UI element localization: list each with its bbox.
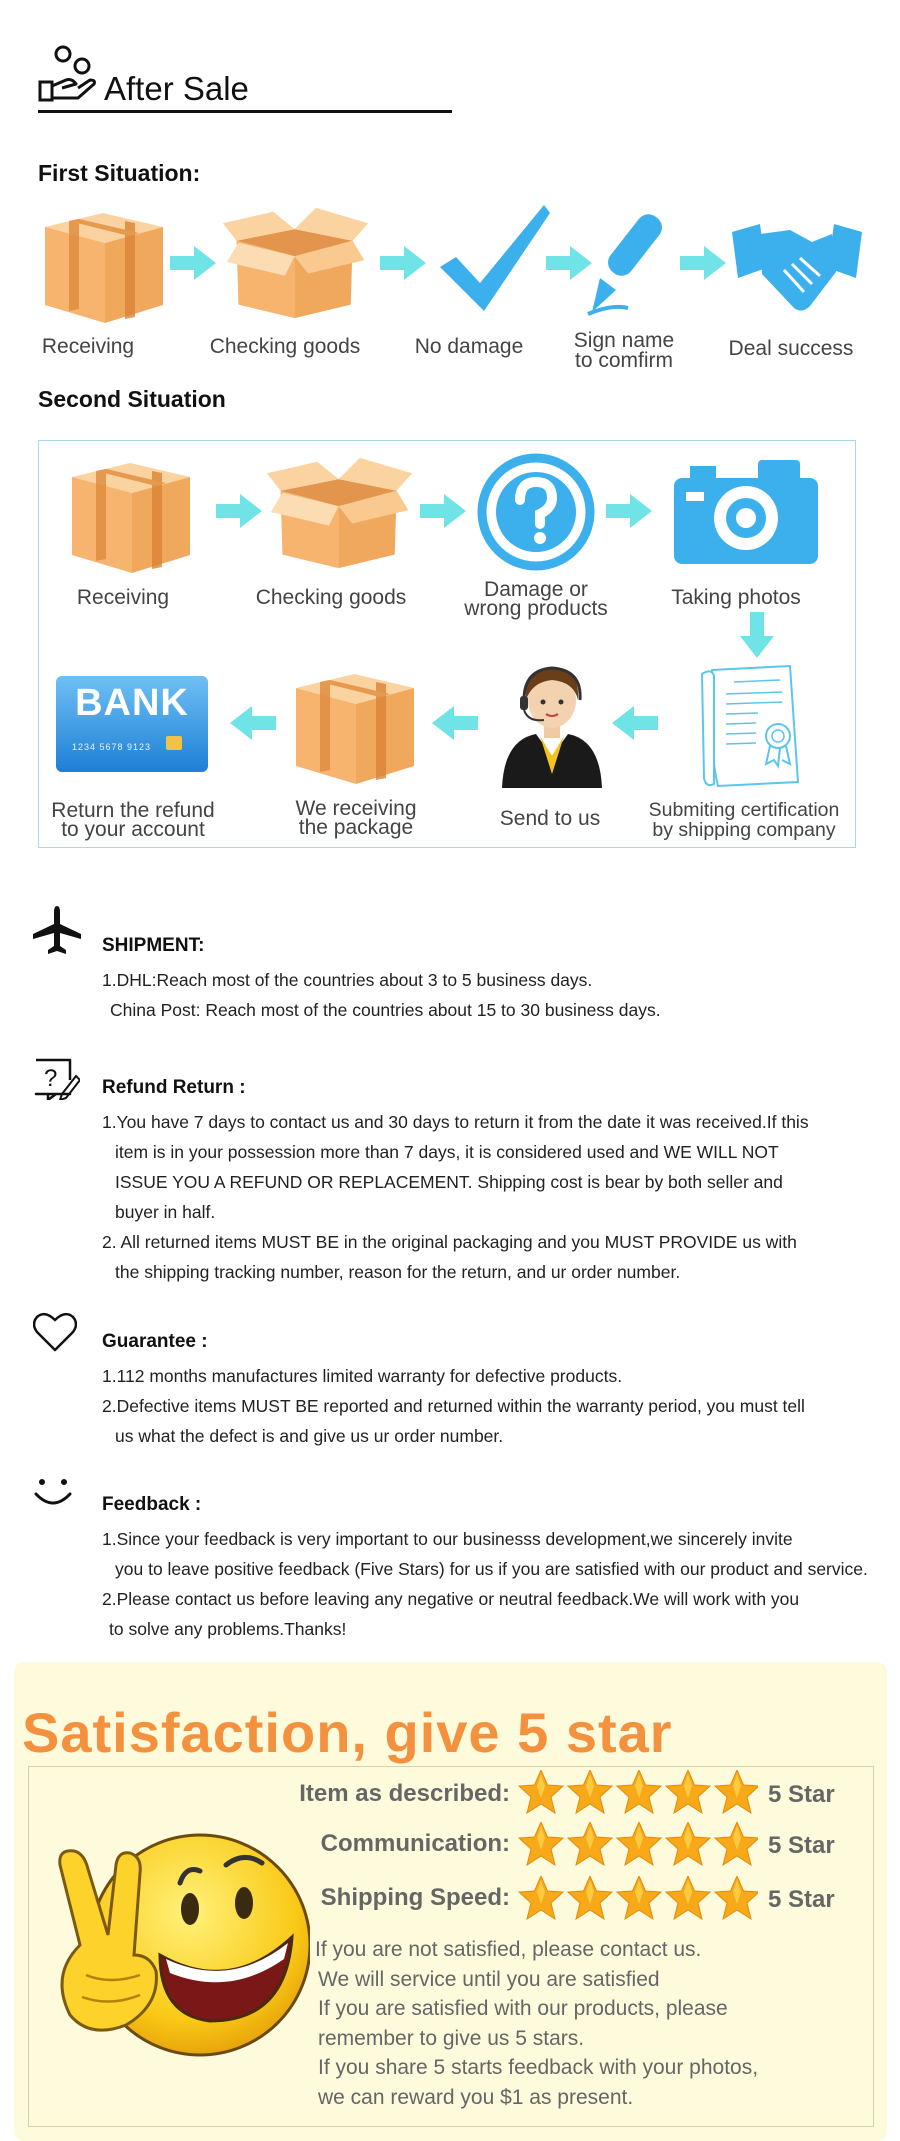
svg-text:?: ? [44, 1065, 58, 1092]
bank-card-icon [56, 676, 208, 777]
guarantee-line-1: 1.112 months manufactures limited warranty for defective products. [102, 1366, 623, 1386]
pen-icon [582, 208, 692, 323]
guarantee-line-3: us what the defect is and give us ur order number. [115, 1426, 504, 1446]
mascot-smiley-icon [30, 1825, 310, 2080]
arrow-left-icon [612, 706, 658, 745]
title-underline [38, 110, 452, 113]
step2-send-label: Send to us [499, 807, 601, 830]
note-line-2: We will service until you are satisfied [318, 1968, 660, 1991]
step-deal-label: Deal success [728, 337, 854, 360]
arrow-right-icon [606, 494, 652, 533]
smiley-icon [34, 1478, 74, 1513]
arrow-right-icon [216, 494, 262, 533]
arrow-right-icon [420, 494, 466, 533]
note-line-3: If you are satisfied with our products, please [318, 1997, 728, 2020]
refund-line-4: buyer in half. [115, 1202, 216, 1222]
shipment-line-1: 1.DHL:Reach most of the countries about 3 to 5 business days. [102, 970, 593, 990]
arrow-left-icon [230, 706, 276, 745]
question-icon [476, 452, 596, 577]
shipment-title: SHIPMENT: [102, 935, 205, 956]
heart-icon [33, 1312, 77, 1357]
step2-photos-label: Taking photos [671, 586, 801, 609]
guarantee-title: Guarantee : [102, 1331, 208, 1352]
feedback-line-2: you to leave positive feedback (Five Stars) for us if you are satisfied with our product and service. [115, 1559, 868, 1579]
feedback-line-1: 1.Since your feedback is very important to our businesss development,we sincerely invite [102, 1529, 793, 1549]
customer-service-agent-icon [494, 656, 610, 793]
rating-communication-label: Communication: [320, 1830, 510, 1857]
rating-item-value: 5 Star [768, 1781, 835, 1808]
guarantee-line-2: 2.Defective items MUST BE reported and returned within the warranty period, you must tell [102, 1396, 805, 1416]
question-edit-icon [34, 1058, 80, 1105]
handshake-icon [732, 222, 862, 322]
feedback-line-4: to solve any problems.Thanks! [109, 1619, 347, 1639]
step2-refund-label-2: to your account [61, 818, 205, 841]
rating-item-label: Item as described: [299, 1780, 510, 1807]
step2-refund-label: Return the refund [51, 799, 215, 822]
first-situation-title: First Situation: [38, 160, 201, 186]
step2-damage-label: Damage or [484, 578, 588, 601]
box-closed-icon [72, 455, 192, 580]
rating-item-stars [518, 1770, 758, 1821]
banner-title: Satisfaction, give 5 star [22, 1701, 673, 1764]
refund-line-3: ISSUE YOU A REFUND OR REPLACEMENT. Shipping cost is bear by both seller and [115, 1172, 783, 1192]
rating-shipping-stars [518, 1876, 758, 1927]
rating-shipping-label: Shipping Speed: [320, 1884, 510, 1911]
box-open-icon [266, 450, 416, 580]
refund-title: Refund Return : [102, 1077, 246, 1098]
step-sign-label: Sign name [573, 329, 675, 352]
step2-receiving-label: Receiving [76, 586, 170, 609]
box-closed-icon [45, 205, 165, 330]
bank-card-text: BANK [75, 682, 189, 724]
step-checking-label: Checking goods [209, 335, 361, 358]
second-situation-title: Second Situation [38, 386, 226, 412]
after-sale-icon [38, 44, 98, 104]
rating-shipping-value: 5 Star [768, 1886, 835, 1913]
arrow-down-icon [740, 612, 774, 663]
rating-communication-stars [518, 1822, 758, 1873]
step-sign-label-2: to comfirm [574, 349, 673, 372]
box-closed-icon [296, 666, 416, 791]
arrow-right-icon [380, 246, 426, 285]
step2-submit-label-2: by shipping company [652, 819, 836, 841]
bank-card-number: 1234 5678 9123 [72, 742, 152, 752]
step2-submit-label: Submiting certification [648, 799, 840, 821]
step2-receive-package-label-2: the package [298, 816, 414, 839]
page-title: After Sale [104, 70, 249, 107]
note-line-4: remember to give us 5 stars. [318, 2027, 585, 2050]
shipment-line-2: China Post: Reach most of the countries about 15 to 30 business days. [110, 1000, 661, 1020]
arrow-right-icon [680, 246, 726, 285]
box-open-icon [222, 200, 372, 330]
arrow-left-icon [432, 706, 478, 745]
refund-line-2: item is in your possession more than 7 days, it is considered used and WE WILL NOT [115, 1142, 779, 1162]
step2-checking-label: Checking goods [255, 586, 407, 609]
refund-line-6: the shipping tracking number, reason for the return, and ur order number. [115, 1262, 681, 1282]
feedback-line-3: 2.Please contact us before leaving any negative or neutral feedback.We will work with you [102, 1589, 800, 1609]
feedback-title: Feedback : [102, 1494, 202, 1515]
checkmark-icon [440, 205, 550, 320]
certificate-icon [700, 664, 810, 793]
rating-communication-value: 5 Star [768, 1832, 835, 1859]
step2-damage-label-2: wrong products [464, 597, 608, 620]
airplane-icon [33, 906, 81, 959]
refund-line-5: 2. All returned items MUST BE in the original packaging and you MUST PROVIDE us with [102, 1232, 797, 1252]
note-line-1: If you are not satisfied, please contact us. [315, 1938, 702, 1961]
step2-receive-package-label: We receiving [295, 797, 417, 820]
step-receiving-label: Receiving [41, 335, 135, 358]
camera-icon [674, 460, 818, 569]
note-line-6: we can reward you $1 as present. [318, 2086, 634, 2109]
arrow-right-icon [170, 246, 216, 285]
note-line-5: If you share 5 starts feedback with your photos, [318, 2056, 759, 2079]
refund-line-1: 1.You have 7 days to contact us and 30 days to return it from the date it was received.If this [102, 1112, 809, 1132]
step-no-damage-label: No damage [414, 335, 524, 358]
